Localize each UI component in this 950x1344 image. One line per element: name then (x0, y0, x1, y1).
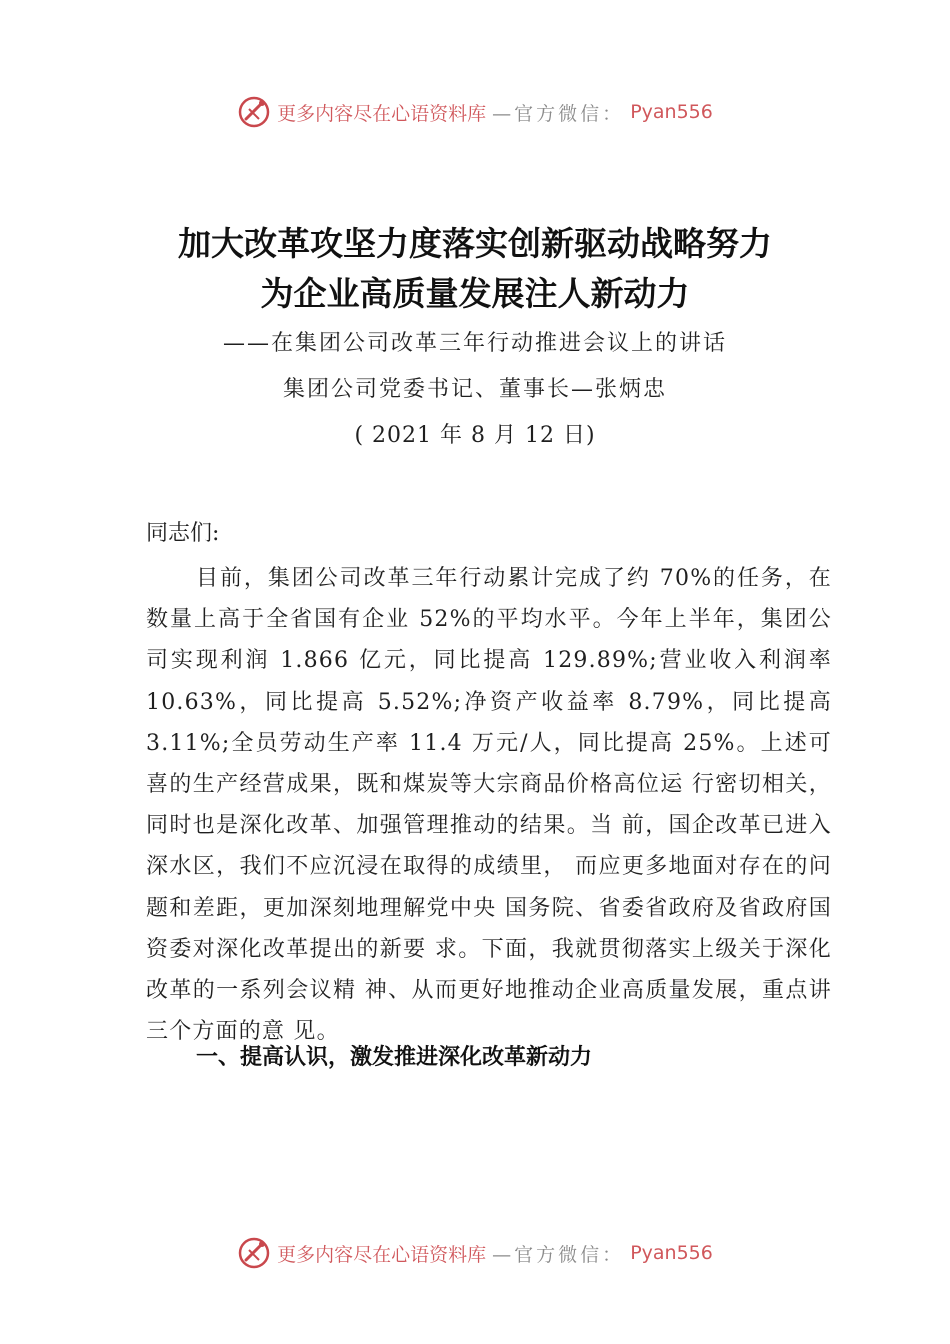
document-subtitle: ——在集团公司改革三年行动推进会议上的讲话 (222, 331, 727, 356)
document-title-line-1: 加大改革攻坚力度落实创新驱动战略努力 (178, 224, 772, 263)
banner-wechat-label: —官方微信： (492, 1243, 625, 1266)
speech-date: ( 2021 年 8 月 12 日) (354, 423, 596, 448)
salutation: 同志们: (146, 521, 220, 546)
banner-wechat-id: Pyan556 (630, 1242, 713, 1264)
footer-watermark (0, 1233, 950, 1273)
brand-logo-icon (237, 95, 271, 129)
section-heading: 一、提高认识，激发推进深化改革新动力 (196, 1045, 593, 1070)
document-title-line-2: 为企业高质量发展注人新动力 (260, 274, 690, 313)
speaker-line: 集团公司党委书记、董事长—张炳忠 (282, 377, 667, 402)
banner-wechat-id: Pyan556 (630, 101, 713, 123)
body-paragraph: 目前，集团公司改革三年行动累计完成了约 70%的任务，在数量上高于全省国有企业 52%的平均水平。今年上半年，集团公司实现利润 1.866 亿元，同比提高 129.89%;营业收入利润率 10.63%，同比提高 5.52%;净资产收益率 8.79%，同比提高 3.11%;全员劳动生产率 11.4 万元/人，同比提高 25%。上述可喜的生产经营成果，既和煤炭等大宗商品价格高位运 行密切相关，同时也是深化改革、加强管理推动的结果。当 前，国企改革已进入深水区，我们不应沉浸在取得的成绩里， 而应更多地面对存在的问题和差距，更加深刻地理解党中央 国务院、省委省政府及省政府国资委对深化改革提出的新要 求。下面，我就贯彻落实上级关于深化改革的一系列会议精 神、从而更好地推动企业高质量发展，重点讲三个方面的意 见。 (146, 566, 832, 1045)
banner-text: 更多内容尽在心语资料库 (277, 102, 487, 125)
banner-wechat-label: —官方微信： (492, 102, 625, 125)
banner-text: 更多内容尽在心语资料库 (277, 1243, 487, 1266)
header-watermark (0, 92, 950, 132)
brand-logo-icon (237, 1236, 271, 1270)
